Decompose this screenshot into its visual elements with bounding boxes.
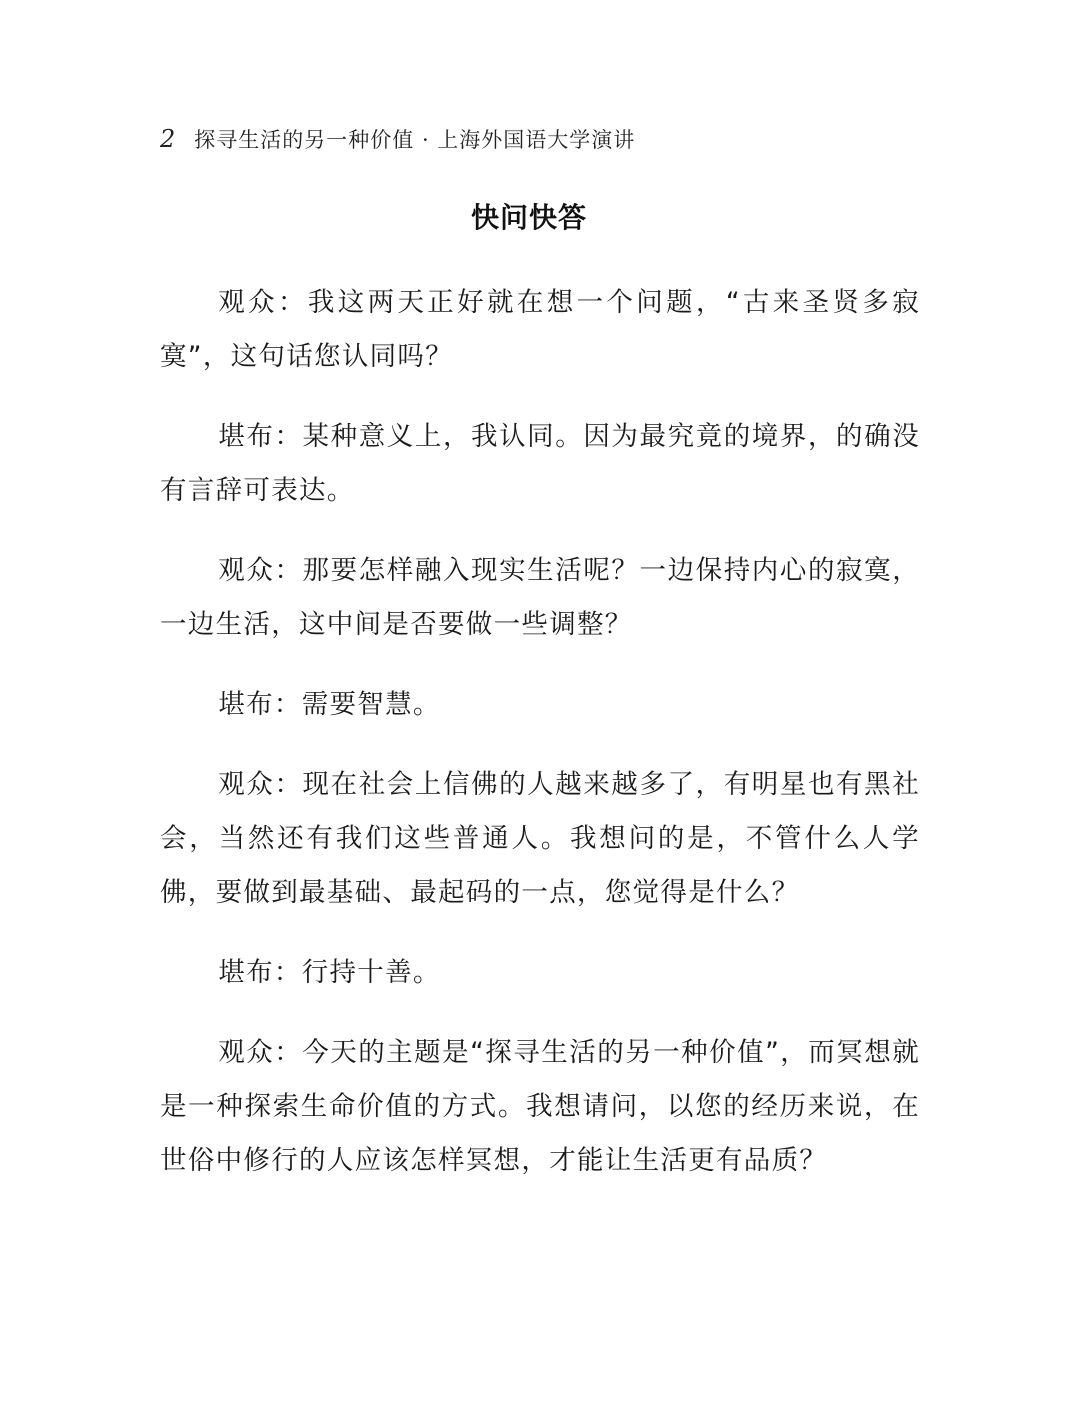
section-title: 快问快答: [470, 201, 587, 234]
dialogue-text: 需要智慧。: [301, 689, 441, 720]
dialogue-paragraph: [160, 410, 920, 518]
running-header: [160, 124, 635, 154]
dialogue-text: 行持十善。: [301, 957, 441, 988]
speaker-label: 堪布：: [218, 421, 303, 452]
running-title: 探寻生活的另一种价值 · 上海外国语大学演讲: [194, 128, 636, 152]
speaker-label: 堪布：: [218, 957, 302, 988]
dialogue-body: [160, 276, 920, 1214]
speaker-label: 观众：: [218, 555, 303, 586]
dialogue-paragraph: [160, 946, 920, 1000]
dialogue-paragraph: [160, 544, 920, 652]
dialogue-text: 某种意义上，我认同。因为最究竟的境界，的确没有言辞可表达。: [160, 421, 920, 506]
dialogue-text: 今天的主题是“探寻生活的另一种价值”，而冥想就是一种探索生命价值的方式。我想请问，以您的经历来说，在世俗中修行的人应该怎样冥想，才能让生活更有品质？: [160, 1037, 920, 1176]
speaker-label: 观众：: [218, 1037, 303, 1068]
dialogue-paragraph: [160, 678, 920, 732]
dialogue-paragraph: [160, 276, 920, 384]
speaker-label: 堪布：: [218, 689, 302, 720]
dialogue-text: 那要怎样融入现实生活呢？一边保持内心的寂寞，一边生活，这中间是否要做一些调整？: [160, 555, 920, 640]
dialogue-text: 我这两天正好就在想一个问题，“古来圣贤多寂寞”，这句话您认同吗？: [160, 287, 921, 372]
dialogue-text: 现在社会上信佛的人越来越多了，有明星也有黑社会，当然还有我们这些普通人。我想问的是，不管什么人学佛，要做到最基础、最起码的一点，您觉得是什么？: [160, 769, 920, 908]
speaker-label: 观众：: [218, 287, 308, 318]
dialogue-paragraph: [160, 758, 920, 920]
dialogue-paragraph: [160, 1026, 920, 1188]
speaker-label: 观众：: [218, 769, 303, 800]
page-number: 2: [160, 125, 177, 153]
